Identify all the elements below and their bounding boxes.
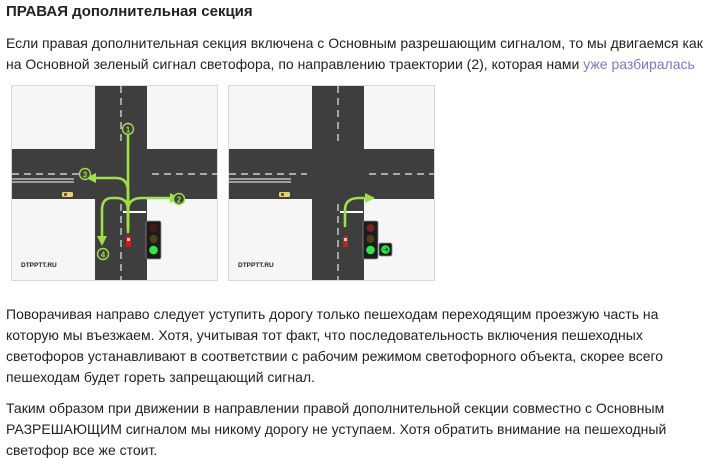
traffic-light-icon bbox=[146, 221, 161, 259]
car-icon bbox=[62, 192, 73, 197]
route-label: 3 bbox=[82, 170, 88, 180]
conclusion-paragraph: Таким образом при движении в направлении правой дополнительной секции совместно с Основным РАЗРЕШАЮЩИМ сигналом мы никому дорогу не уступаем. Хотя обратить внимание на пешеходный светофор все же стоит. bbox=[6, 400, 667, 458]
section-heading: ПРАВАЯ дополнительная секция bbox=[6, 3, 253, 20]
car-icon bbox=[343, 236, 348, 247]
already-covered-link[interactable]: уже разбиралась bbox=[583, 56, 695, 72]
route-label: 4 bbox=[100, 250, 106, 260]
watermark-text: DTPPTT.RU bbox=[21, 262, 57, 269]
route-label: 2 bbox=[176, 195, 182, 205]
car-icon bbox=[126, 236, 131, 247]
intro-paragraph bbox=[6, 33, 708, 75]
intersection-diagram-right-turn bbox=[228, 85, 435, 281]
yield-paragraph: Поворачивая направо следует уступить дорогу только пешеходам переходящим проезжую часть на которую мы въезжаем. Хотя, учитывая тот факт, что последовательность включения пешеходных светофоров устанавливают в соответствии с рабочим режимом светофорного объекта, скорее всего пешеходам будет гореть запрещающий сигнал. bbox=[6, 306, 664, 385]
intro-text: Если правая дополнительная секция включена с Основным разрешающим сигналом, то мы двигаемся как на Основной зеленый сигнал светофора, по направлению траектории (2), которая нами bbox=[6, 35, 703, 72]
intersection-diagram-trajectories bbox=[11, 85, 218, 281]
watermark-text: DTPPTT.RU bbox=[238, 262, 274, 269]
route-label: 1 bbox=[125, 125, 131, 135]
car-icon bbox=[279, 192, 290, 197]
